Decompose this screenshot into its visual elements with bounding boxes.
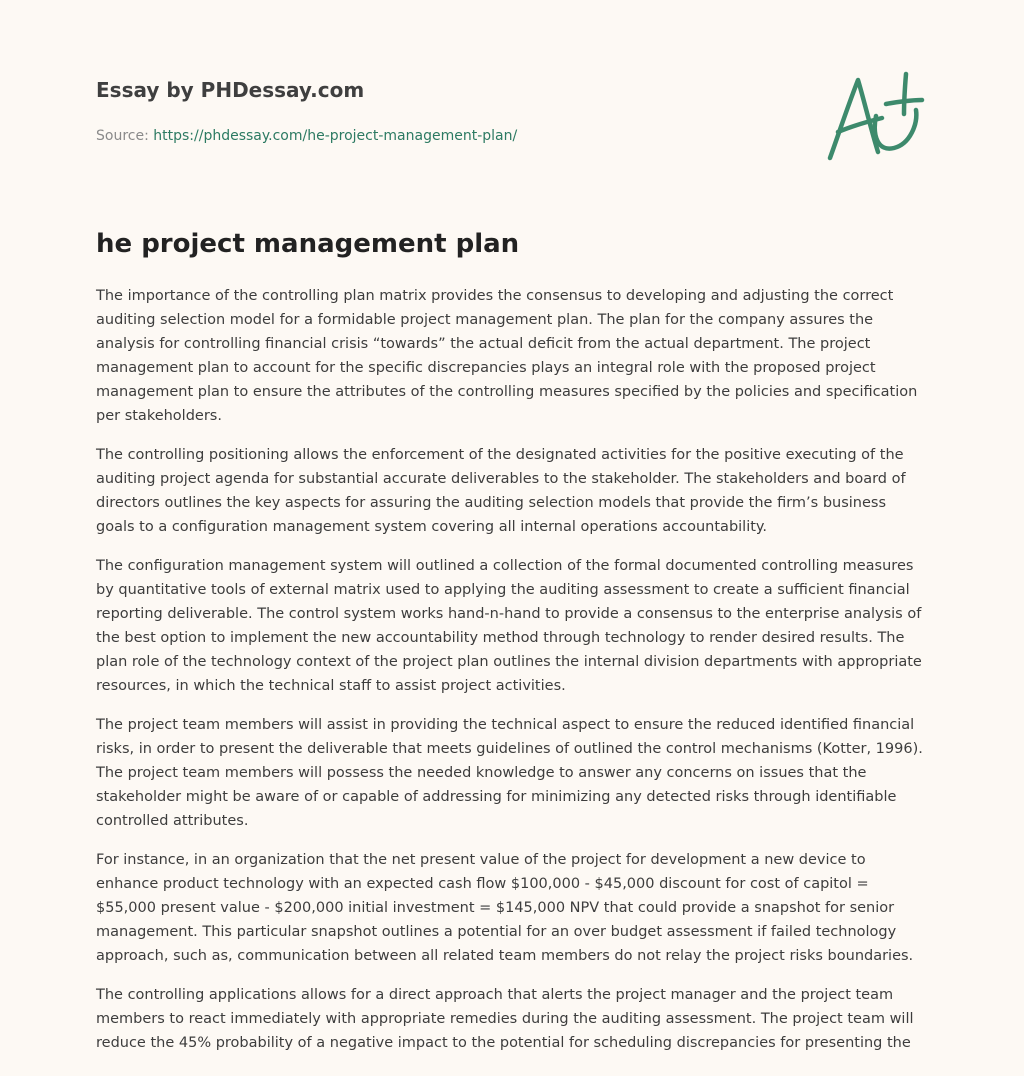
article-title: he project management plan	[96, 229, 520, 259]
article-paragraph: For instance, in an organization that the net present value of the project for development a new device to enhance product technology with an expected cash flow $100,000 - $45,000 discount for cost of capitol = $55,000 present value - $200,000 initial investment = $145,000 NPV that could provide a snapshot for senior management. This particular snapshot outlines a potential for an over budget assessment if failed technology approach, such as, communication between all related team members do not relay the project risks boundaries.	[96, 852, 914, 964]
article-paragraph: The controlling positioning allows the enforcement of the designated activities for the positive executing of the auditing project agenda for substantial accurate deliverables to the stakeholder. The stakeholders and board of directors outlines the key aspects for assuring the auditing selection models that provide the firm’s business goals to a configuration management system covering all internal operations accountability.	[96, 447, 906, 535]
article-paragraph: The importance of the controlling plan matrix provides the consensus to developing and adjusting the correct auditing selection model for a formidable project management plan. The plan for the company assures the analysis for controlling financial crisis “towards” the actual deficit from the actual department. The project management plan to account for the specific discrepancies plays an integral role with the proposed project management plan to ensure the attributes of the controlling measures specified by the policies and specification per stakeholders.	[96, 288, 918, 424]
source-label: Source:	[96, 128, 149, 144]
page-header	[96, 76, 796, 146]
article-body	[96, 284, 928, 1070]
a-plus-logo-icon	[820, 66, 930, 166]
article-paragraph: The configuration management system will outlined a collection of the formal documented controlling measures by quantitative tools of external matrix used to applying the auditing assessment to create a sufficient financial reporting deliverable. The control system works hand-n-hand to provide a consensus to the enterprise analysis of the best option to implement the new accountability method through technology to render desired results. The plan role of the technology context of the project plan outlines the internal division departments with appropriate resources, in which the technical staff to assist project activities.	[96, 558, 922, 694]
article-paragraph: The project team members will assist in providing the technical aspect to ensure the reduced identified financial risks, in order to present the deliverable that meets guidelines of outlined the control mechanisms (Kotter, 1996). The project team members will possess the needed knowledge to answer any concerns on issues that the stakeholder might be aware of or capable of addressing for minimizing any detected risks through identifiable controlled attributes.	[96, 717, 923, 829]
source-line	[96, 126, 796, 146]
source-link[interactable]: https://phdessay.com/he-project-management-plan/	[153, 128, 518, 144]
site-brand: Essay by PHDessay.com	[96, 78, 365, 102]
article-paragraph: The controlling applications allows for a direct approach that alerts the project manager and the project team members to react immediately with appropriate remedies during the auditing assessment. The project team will reduce the 45% probability of a negative impact to the potential for scheduling discrepancies for presenting the	[96, 987, 914, 1051]
